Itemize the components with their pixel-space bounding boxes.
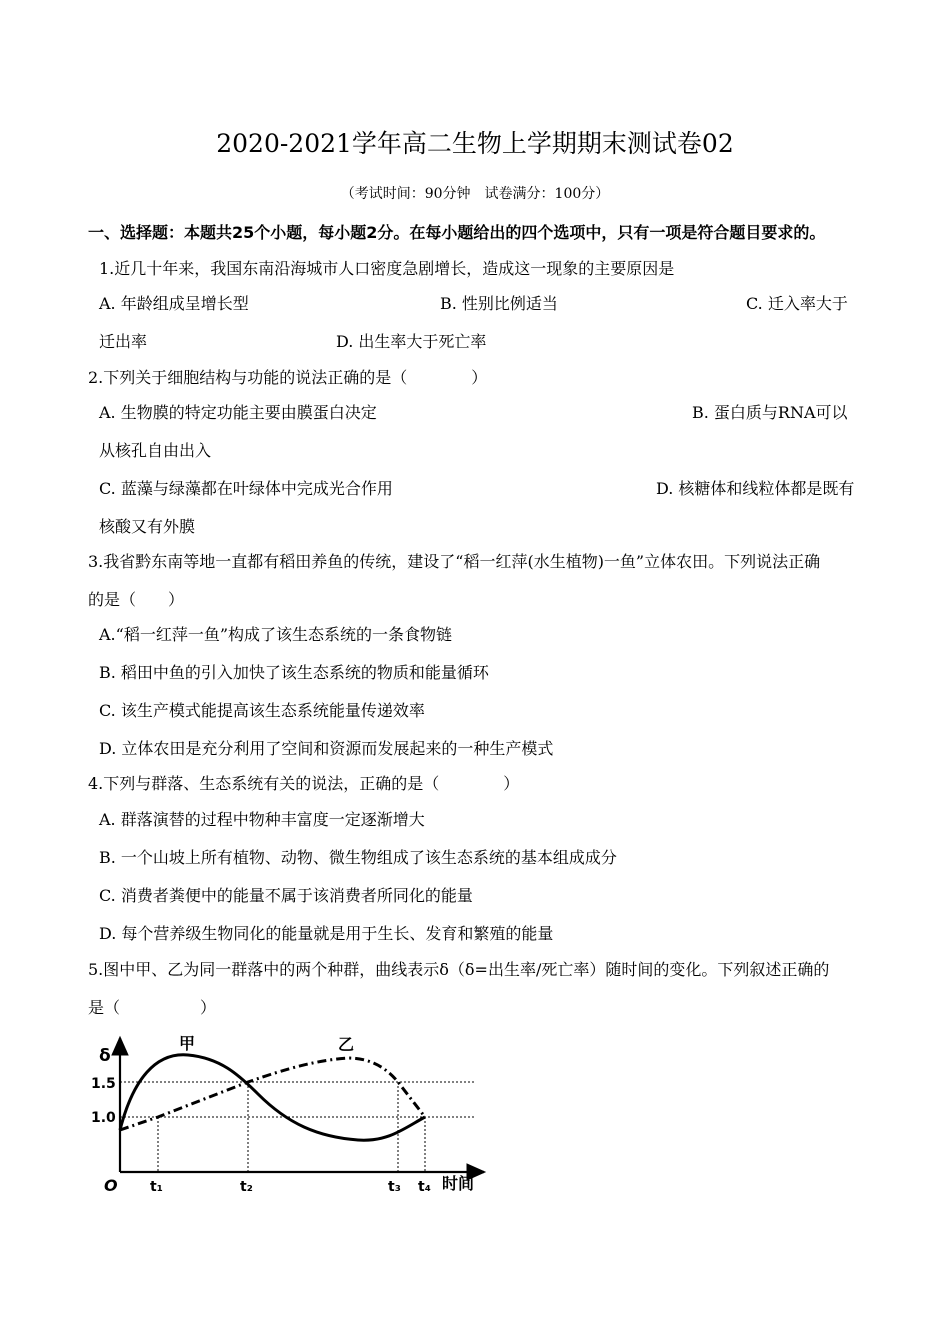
- q4-stem: 4.下列与群落、生态系统有关的说法，正确的是（ ）: [88, 774, 520, 793]
- q5-stem-cont: 是（ ）: [88, 998, 217, 1017]
- q2-stem: 2.下列关于细胞结构与功能的说法正确的是（ ）: [88, 368, 488, 387]
- series-jia-label: 甲: [179, 1034, 196, 1053]
- q2-option-b: B. 蛋白质与RNA可以: [692, 403, 848, 422]
- q2-option-b-cont: 从核孔自由出入: [99, 441, 212, 460]
- x-tick-t4: t₄: [418, 1179, 431, 1195]
- q2-option-d-cont: 核酸又有外膜: [99, 517, 196, 536]
- series-yi-label: 乙: [338, 1035, 355, 1054]
- q3-stem-cont: 的是（ ）: [88, 590, 185, 609]
- q4-option-c: C. 消费者粪便中的能量不属于该消费者所同化的能量: [99, 886, 473, 905]
- q4-option-a: A. 群落演替的过程中物种丰富度一定逐渐增大: [99, 810, 425, 829]
- q4-option-d: D. 每个营养级生物同化的能量就是用于生长、发育和繁殖的能量: [99, 924, 554, 943]
- q1-stem: 1.近几十年来，我国东南沿海城市人口密度急剧增长，造成这一现象的主要原因是: [99, 259, 675, 278]
- q2-option-c: C. 蓝藻与绿藻都在叶绿体中完成光合作用: [99, 479, 393, 498]
- series-yi-curve: [120, 1058, 425, 1130]
- q1-option-c-cont: 迁出率: [99, 332, 148, 351]
- x-tick-t3: t₃: [388, 1179, 401, 1195]
- q5-stem: 5.图中甲、乙为同一群落中的两个种群，曲线表示δ（δ=出生率/死亡率）随时间的变化。下列叙述正确的: [88, 960, 830, 979]
- y-axis-label: δ: [99, 1046, 111, 1066]
- y-tick-1-5: 1.5: [91, 1076, 116, 1092]
- q3-option-d: D. 立体农田是充分利用了空间和资源而发展起来的一种生产模式: [99, 739, 554, 758]
- q3-option-b: B. 稻田中鱼的引入加快了该生态系统的物质和能量循环: [99, 663, 489, 682]
- q2-option-d: D. 核糖体和线粒体都是既有: [656, 479, 855, 498]
- delta-time-graph: [88, 1024, 498, 1204]
- y-tick-1-0: 1.0: [91, 1110, 116, 1126]
- x-tick-t2: t₂: [240, 1179, 253, 1195]
- q3-stem: 3.我省黔东南等地一直都有稻田养鱼的传统，建设了“稻一红萍(水生植物)一鱼”立体农田。下列说法正确: [88, 552, 821, 571]
- origin-label: O: [104, 1176, 118, 1195]
- x-axis-label: 时间: [442, 1174, 475, 1193]
- section-heading: 一、选择题：本题共25个小题，每小题2分。在每小题给出的四个选项中，只有一项是符合题目要求的。: [88, 223, 826, 242]
- q1-option-d: D. 出生率大于死亡率: [336, 332, 487, 351]
- q2-option-a: A. 生物膜的特定功能主要由膜蛋白决定: [99, 403, 377, 422]
- page-title: 2020-2021学年高二生物上学期期末测试卷02: [216, 129, 734, 158]
- q3-option-c: C. 该生产模式能提高该生态系统能量传递效率: [99, 701, 425, 720]
- x-tick-t1: t₁: [150, 1179, 163, 1195]
- q3-option-a: A.“稻一红萍一鱼”构成了该生态系统的一条食物链: [99, 625, 453, 644]
- q1-option-c: C. 迁入率大于: [746, 294, 848, 313]
- q4-option-b: B. 一个山坡上所有植物、动物、微生物组成了该生态系统的基本组成成分: [99, 848, 617, 867]
- exam-info: （考试时间：90分钟 试卷满分：100分）: [340, 186, 610, 202]
- q1-option-a: A. 年龄组成呈增长型: [99, 294, 249, 313]
- series-jia-curve: [120, 1055, 425, 1140]
- q1-option-b: B. 性别比例适当: [440, 294, 558, 313]
